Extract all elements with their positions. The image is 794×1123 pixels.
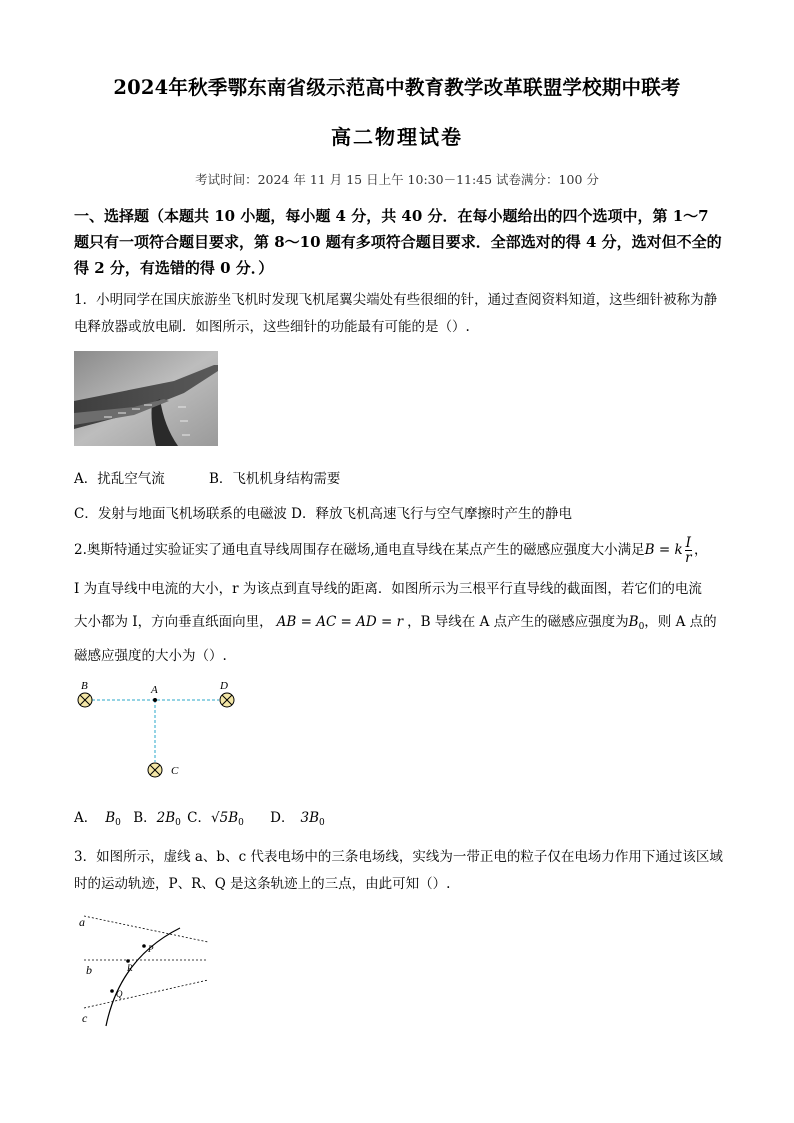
option-a-label: A． — [74, 810, 98, 826]
option-d-label: D． — [270, 810, 295, 826]
option-b-label: B． — [133, 810, 157, 826]
label-c-line: c — [82, 1011, 88, 1025]
question-2-line-1-text: 2.奥斯特通过实验证实了通电直导线周围存在磁场,通电直导线在某点产生的磁感应强度大小满足 — [74, 542, 645, 558]
b0-symbol — [629, 614, 645, 630]
option-c-subscript: 0 — [238, 818, 244, 828]
section-heading: 一、选择题（本题共 10 小题，每小题 4 分，共 40 分．在每小题给出的四个选项中，第 1～7 题只有一项符合题目要求，第 8～10 题有多项符合题目要求．全部选对的得 4 分，选对但不全的得 2 分，有选错的得 0 分．） — [74, 207, 722, 277]
exam-title: 2024年秋季鄂东南省级示范高中教育教学改革联盟学校期中联考 — [113, 76, 681, 99]
option-a-subscript: 0 — [115, 818, 121, 828]
label-b: B — [81, 680, 88, 692]
option-d-value — [301, 810, 325, 826]
option-a-value — [105, 810, 121, 826]
question-2-line-3-c: ，则 A 点的 — [644, 614, 717, 630]
label-p: P — [148, 944, 154, 954]
option-c-label: C． — [187, 810, 212, 826]
option-c-value-main: √5B — [211, 810, 239, 826]
option-c-value — [211, 810, 244, 826]
question-2-options — [74, 806, 325, 828]
formula-denominator: r — [685, 550, 692, 566]
question-2-line-2: I 为直导线中电流的大小，r 为该点到直导线的距离．如图所示为三根平行直导线的截面图，若它们的电流 — [74, 581, 702, 597]
option-b-value — [157, 810, 181, 826]
label-b-line: b — [86, 963, 92, 977]
label-a: A — [151, 684, 158, 696]
question-2-line-3-a: 大小都为 I，方向垂直纸面向里， — [74, 614, 273, 630]
question-2-line-1-suffix: ， — [694, 542, 708, 558]
question-2-line-4: 磁感应强度的大小为（）. — [74, 648, 227, 664]
option-b-value-main: 2B — [156, 810, 176, 826]
option-d-subscript: 0 — [319, 818, 325, 828]
question-2-line-3-b: ，B 导线在 A 点产生的磁感应强度为 — [407, 614, 629, 630]
formula-numerator: I — [685, 535, 692, 551]
option-a-value-main: B — [105, 810, 116, 826]
wire-cross-section-diagram — [74, 676, 244, 786]
exam-info: 考试时间：2024 年 11 月 15 日上午 10:30－11:45 试卷满分：100 分 — [195, 172, 599, 187]
question-1-option-a: A．扰乱空气流 — [74, 471, 165, 487]
question-1-option-b: B．飞机机身结构需要 — [209, 471, 341, 487]
label-a-line: a — [79, 915, 85, 929]
label-q: Q — [116, 989, 123, 999]
option-b-subscript: 0 — [175, 818, 181, 828]
distance-equation: AB = AC = AD = r — [276, 614, 404, 630]
question-2-line-1 — [74, 533, 726, 567]
formula-lhs: B = k — [644, 542, 683, 558]
question-1-options-cd: C．发射与地面飞机场联系的电磁波 D．释放飞机高速飞行与空气摩擦时产生的静电 — [74, 506, 572, 522]
exam-subtitle: 高二物理试卷 — [331, 125, 463, 149]
question-1-text: 1．小明同学在国庆旅游坐飞机时发现飞机尾翼尖端处有些很细的针，通过查阅资料知道，这些细针被称为静电释放器或放电刷．如图所示，这些细针的功能最有可能的是（）. — [74, 292, 718, 335]
b0-subscript: 0 — [638, 622, 645, 632]
label-c: C — [171, 765, 179, 777]
b0-letter: B — [628, 614, 639, 630]
label-r: R — [127, 963, 133, 973]
airplane-wing-photo — [74, 351, 218, 446]
formula-fraction — [685, 536, 692, 565]
label-d: D — [220, 680, 228, 692]
question-3-text: 3．如图所示，虚线 a、b、c 代表电场中的三条电场线，实线为一带正电的粒子仅在电场力作用下通过该区域时的运动轨迹，P、R、Q 是这条轨迹上的三点，由此可知（）. — [74, 849, 723, 892]
option-d-value-main: 3B — [300, 810, 320, 826]
electric-field-lines-diagram — [76, 910, 212, 1028]
